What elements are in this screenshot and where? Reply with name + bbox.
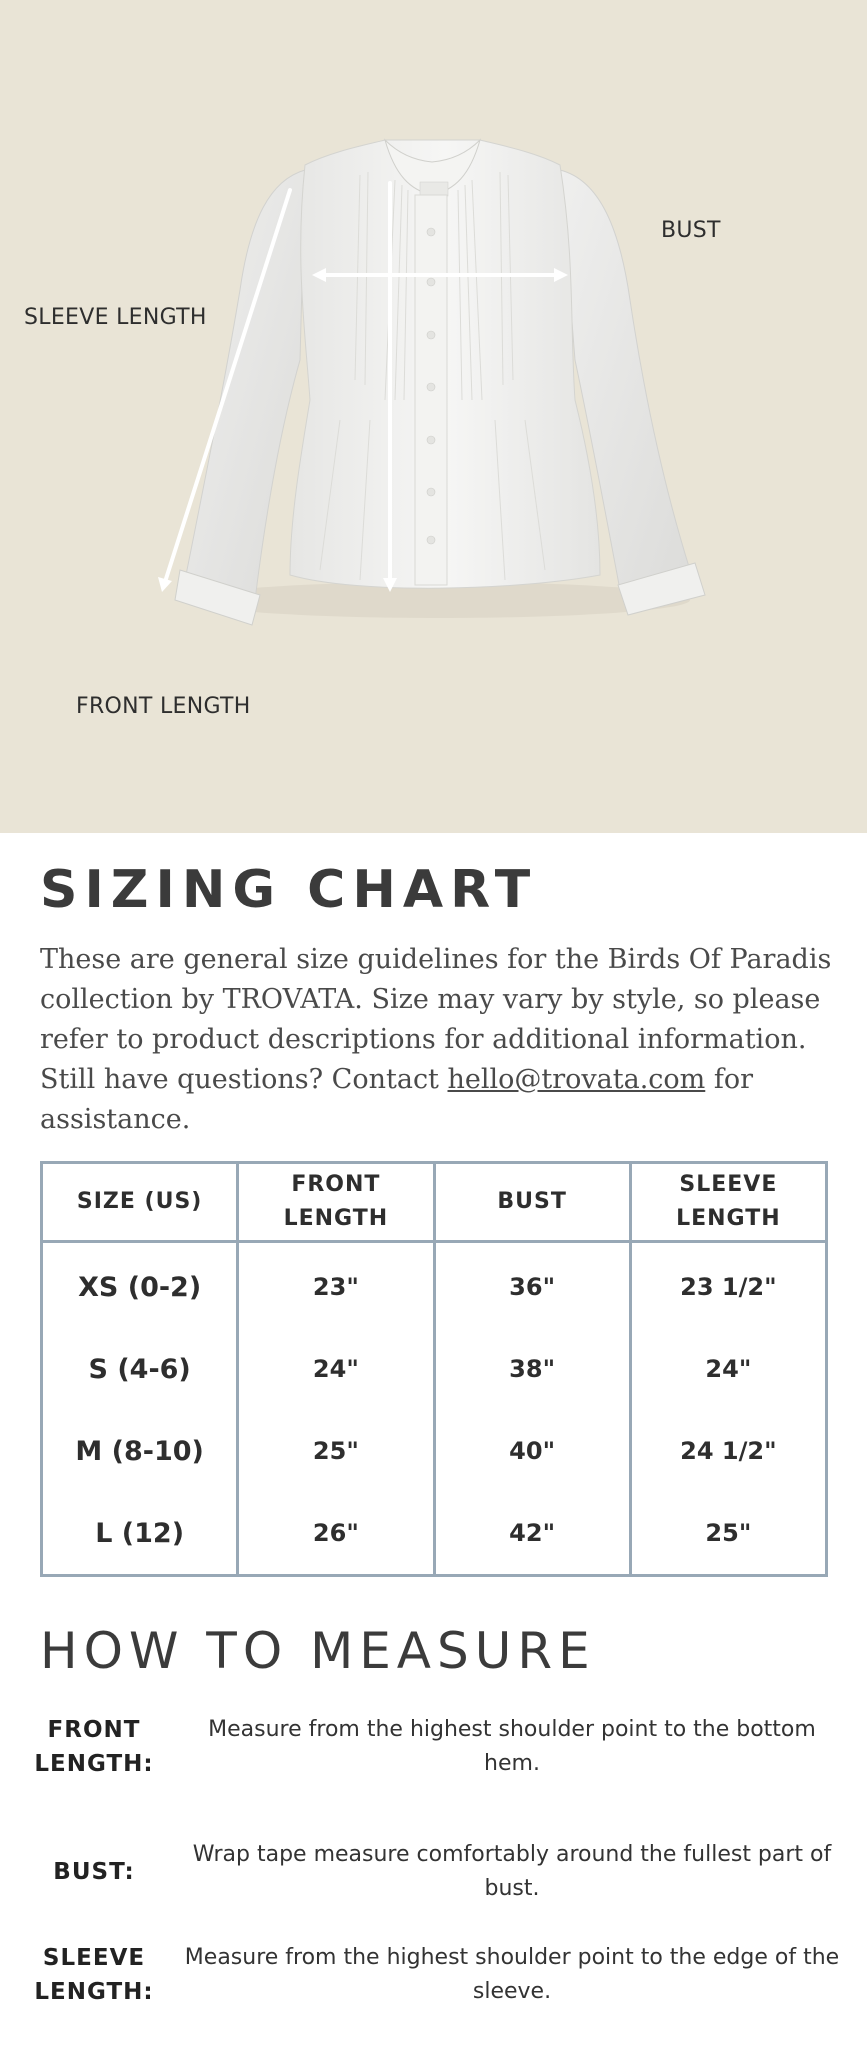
front-length-cell: 25" — [238, 1410, 434, 1492]
table-row — [42, 1328, 827, 1410]
front-length-label: FRONT LENGTH — [76, 694, 251, 719]
bust-label: BUST — [661, 218, 721, 243]
sizing-intro — [40, 940, 840, 1140]
bust-cell: 40" — [434, 1410, 630, 1492]
measure-description: Wrap tape measure comfortably around the fullest part of bust. — [192, 1842, 832, 1901]
front-length-cell: 26" — [238, 1492, 434, 1576]
table-row — [42, 1410, 827, 1492]
measure-item-sleeve-length — [20, 1941, 840, 2009]
sleeve-length-cell: 25" — [630, 1492, 826, 1576]
contact-email-link[interactable]: hello@trovata.com — [447, 1064, 706, 1095]
measure-description: Measure from the highest shoulder point to the edge of the sleeve. — [184, 1945, 840, 2004]
bust-cell: 42" — [434, 1492, 630, 1576]
sleeve-length-label: SLEEVE LENGTH — [24, 305, 207, 330]
measure-item-front-length — [20, 1713, 840, 1781]
measure-term: FRONT LENGTH: — [34, 1717, 154, 1777]
measure-description: Measure from the highest shoulder point to the bottom hem. — [208, 1717, 816, 1776]
size-cell: L (12) — [42, 1492, 238, 1576]
bust-cell: 36" — [434, 1242, 630, 1329]
size-cell: S (4-6) — [42, 1328, 238, 1410]
size-cell: XS (0-2) — [42, 1242, 238, 1329]
column-header: FRONT LENGTH — [238, 1163, 434, 1242]
sleeve-length-cell: 24 1/2" — [630, 1410, 826, 1492]
sleeve-length-cell: 23 1/2" — [630, 1242, 826, 1329]
product-image — [0, 0, 867, 833]
column-header: SLEEVE LENGTH — [630, 1163, 826, 1242]
size-cell: M (8-10) — [42, 1410, 238, 1492]
size-table — [40, 1161, 828, 1577]
front-length-cell: 24" — [238, 1328, 434, 1410]
measure-term: SLEEVE LENGTH: — [34, 1945, 154, 2005]
table-row — [42, 1242, 827, 1329]
sizing-chart-title: SIZING CHART — [40, 860, 538, 920]
sleeve-length-cell: 24" — [630, 1328, 826, 1410]
front-length-cell: 23" — [238, 1242, 434, 1329]
intro-text-end: for assistance. — [40, 1064, 754, 1135]
table-row — [42, 1492, 827, 1576]
column-header: BUST — [434, 1163, 630, 1242]
how-to-measure-title: HOW TO MEASURE — [40, 1622, 596, 1680]
table-header-row — [42, 1163, 827, 1242]
bust-cell: 38" — [434, 1328, 630, 1410]
measure-term: BUST: — [53, 1859, 135, 1885]
column-header: SIZE (US) — [42, 1163, 238, 1242]
measure-item-bust — [20, 1838, 840, 1906]
intro-text: These are general size guidelines for the Birds Of Paradis collection by TROVATA. Size may vary by style, so please refer to product descriptions for additional information. Still have questions? Contact — [40, 944, 832, 1095]
